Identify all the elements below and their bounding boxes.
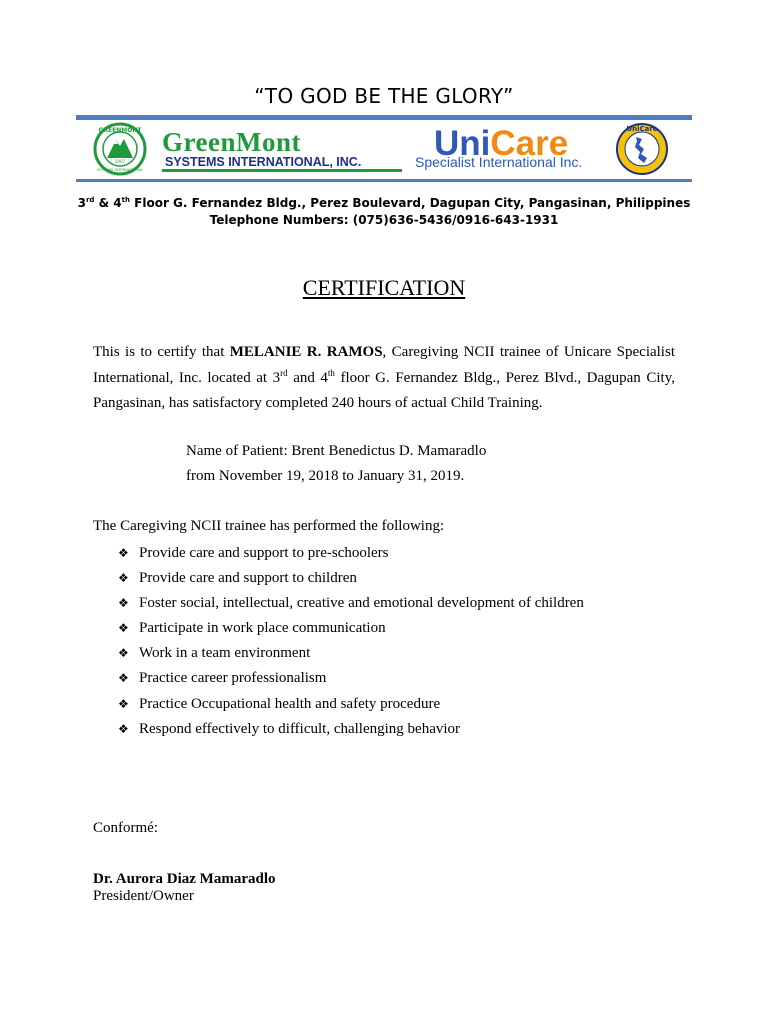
diamond-bullet-icon: ❖ [118, 571, 129, 586]
company-address [0, 192, 768, 228]
list-item: ❖ Provide care and support to children [118, 568, 584, 593]
diamond-bullet-icon: ❖ [118, 671, 129, 686]
svg-text:GREENMONT: GREENMONT [98, 127, 142, 134]
document-title: CERTIFICATION [302, 275, 466, 300]
list-item: ❖ Respond effectively to difficult, challenging behavior [118, 719, 584, 744]
signer-name: Dr. Aurora Diaz Mamaradlo [93, 871, 276, 887]
svg-text:Specialist International Inc.: Specialist International Inc. [415, 154, 583, 170]
trainee-name: MELANIE R. RAMOS [229, 344, 383, 360]
signer-position: President/Owner [93, 888, 194, 904]
telephone-line: Telephone Numbers: (075)636-5436/0916-643-1931 [209, 212, 559, 227]
training-period-line: from November 19, 2018 to January 31, 2019. [186, 468, 465, 484]
diamond-bullet-icon: ❖ [118, 646, 129, 661]
motto-heading: “TO GOD BE THE GLORY” [254, 84, 514, 108]
letterhead-logos [76, 120, 692, 178]
patient-name-line: Name of Patient: Brent Benedictus D. Mamaradlo [186, 443, 487, 459]
diamond-bullet-icon: ❖ [118, 596, 129, 611]
svg-text:2007: 2007 [114, 159, 126, 164]
diamond-bullet-icon: ❖ [118, 696, 129, 711]
svg-text:SYSTEMS INTERNATIONAL: SYSTEMS INTERNATIONAL [96, 168, 144, 172]
address-line: 3rd & 4th Floor G. Fernandez Bldg., Perez Boulevard, Dagupan City, Pangasinan, Philippines [77, 196, 691, 210]
list-item: ❖ Foster social, intellectual, creative and emotional development of children [118, 593, 584, 618]
unicare-seal-logo [617, 124, 667, 174]
diamond-bullet-icon: ❖ [118, 721, 129, 736]
greenmont-seal-logo [95, 124, 145, 174]
list-item: ❖ Participate in work place communication [118, 618, 584, 643]
svg-text:UniCare: UniCare [626, 125, 658, 133]
svg-text:GreenMont: GreenMont [162, 127, 301, 157]
diamond-bullet-icon: ❖ [118, 621, 129, 636]
list-item: ❖ Practice Occupational health and safety procedure [118, 694, 584, 719]
list-item: ❖ Work in a team environment [118, 643, 584, 668]
duties-list [118, 543, 584, 744]
header-rule-bottom [76, 179, 692, 182]
svg-text:SYSTEMS INTERNATIONAL, INC.: SYSTEMS INTERNATIONAL, INC. [165, 155, 362, 169]
duties-intro: The Caregiving NCII trainee has performed the following: [93, 518, 445, 534]
list-item: ❖ Practice career professionalism [118, 668, 584, 693]
letterhead-logos-svg [76, 120, 692, 178]
svg-text:UniCare: UniCare [434, 124, 569, 163]
diamond-bullet-icon: ❖ [118, 546, 129, 560]
certification-paragraph: This is to certify that MELANIE R. RAMOS, Caregiving NCII trainee of Unicare Specialist International, Inc. located at 3rd and 4th floor G. Fernandez Bldg., Perez Blvd., Dagupan City, Pangasinan, has satisfactory completed 240 hours of actual Child Training. [93, 344, 675, 411]
conforme-label: Conformé: [93, 820, 158, 836]
unicare-wordmark [415, 124, 582, 170]
list-item: ❖ Provide care and support to pre-schoolers [118, 543, 584, 568]
greenmont-wordmark [162, 127, 402, 172]
